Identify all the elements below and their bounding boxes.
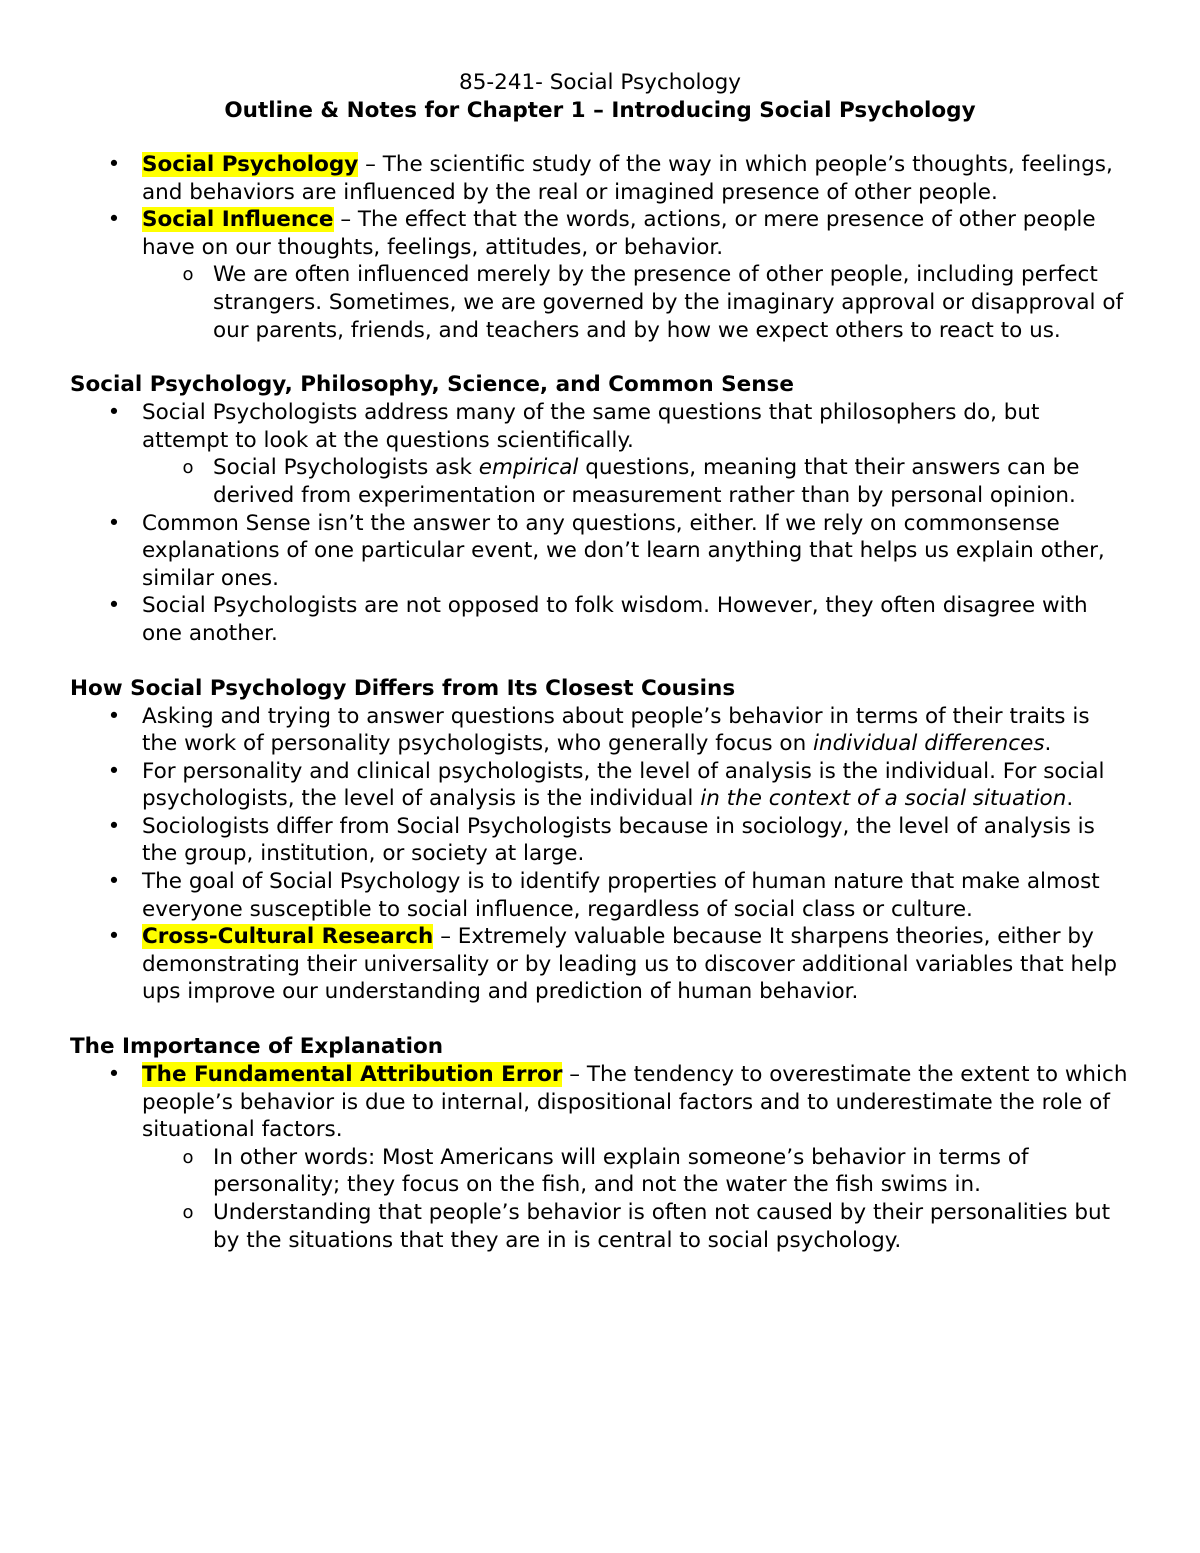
list-item [70, 813, 1130, 868]
list-item [70, 206, 1130, 344]
highlighted-term: The Fundamental Attribution Error [142, 1062, 563, 1088]
sub-item-text: questions, meaning that their answers can be derived from experimentation or measurement rather than by personal opinion. [213, 455, 1080, 508]
section-list [70, 399, 1130, 647]
circle-bullet-icon: o [182, 1202, 194, 1223]
sub-item-text: We are often influenced merely by the presence of other people, including perfect strangers. Sometimes, we are governed by the imaginary approval or disapproval of our parents, friends, and teachers and by how we expect others to react to us. [213, 262, 1124, 343]
section-heading: How Social Psychology Differs from Its Closest Cousins [70, 675, 736, 701]
bullet-icon: • [107, 869, 121, 895]
section-list [70, 703, 1130, 1007]
bullet-icon: • [107, 758, 121, 784]
item-text: Common Sense isn’t the answer to any questions, either. If we rely on commonsense explanations of one particular event, we don’t learn anything that helps us explain other, similar ones. [142, 510, 1105, 591]
list-item [70, 868, 1130, 923]
bullet-icon: • [107, 152, 121, 177]
item-text: The goal of Social Psychology is to identify properties of human nature that make almost everyone susceptible to social influence, regardless of social class or culture. [142, 869, 1100, 922]
list-item [70, 151, 1130, 206]
bullet-icon: • [107, 207, 121, 233]
bullet-icon: • [107, 593, 121, 619]
sub-list [142, 454, 1130, 509]
sub-item-text: Understanding that people’s behavior is often not caused by their personalities but by the situations that they are in is central to social psychology. [213, 1200, 1111, 1253]
sub-item-text: Social Psychologists ask [213, 455, 479, 481]
circle-bullet-icon: o [182, 1146, 194, 1168]
item-text: Social Psychologists address many of the same questions that philosophers do, but attempt to look at the questions scientifically. [142, 400, 1040, 453]
list-item [70, 510, 1130, 593]
emphasis-text: in the context of a social situation [700, 786, 1067, 812]
item-text: For personality and clinical psychologists, the level of analysis is the individual. For social psychologists, the level of analysis is the individual [142, 758, 1105, 812]
bullet-icon: • [107, 924, 121, 950]
list-item [70, 399, 1130, 509]
bullet-icon: • [107, 813, 121, 839]
sub-list-item [142, 1144, 1130, 1199]
highlighted-term: Social Psychology [142, 152, 359, 177]
emphasis-text: individual differences [813, 731, 1045, 757]
bullet-icon: • [107, 400, 121, 426]
section-heading: The Importance of Explanation [70, 1034, 444, 1060]
definition-text: – The effect that the words, actions, or mere presence of other people have on our thoughts, feelings, attitudes, or behavior. [142, 207, 1096, 260]
bullet-icon: • [107, 510, 121, 536]
list-item [70, 923, 1130, 1006]
item-text: Sociologists differ from Social Psychologists because in sociology, the level of analysis is the group, institution, or society at large. [142, 813, 1095, 867]
highlighted-term: Social Influence [142, 207, 334, 233]
list-item [70, 1061, 1130, 1254]
item-text: . [1044, 731, 1052, 757]
sub-list-item [142, 1199, 1130, 1254]
circle-bullet-icon: o [182, 457, 194, 479]
list-item [70, 592, 1130, 647]
definition-text: – The tendency to overestimate the extent to which people’s behavior is due to internal, dispositional factors and to underestimate the role of situational factors. [142, 1062, 1128, 1143]
document-title: Outline & Notes for Chapter 1 – Introducing Social Psychology [224, 98, 976, 123]
sub-list [142, 1144, 1130, 1254]
circle-bullet-icon: o [182, 264, 194, 286]
course-title: 85-241- Social Psychology [459, 70, 741, 95]
sub-item-text: In other words: Most Americans will explain someone’s behavior in terms of personality; they focus on the fish, and not the water the fish swims in. [213, 1144, 1029, 1198]
sub-list-item [142, 261, 1130, 344]
definition-text: – Extremely valuable because It sharpens theories, either by demonstrating their universality or by leading us to discover additional variables that help ups improve our understanding and prediction of human behavior. [142, 924, 1118, 1005]
list-item [70, 703, 1130, 758]
sub-list-item [142, 454, 1130, 509]
bullet-icon: • [107, 703, 121, 729]
definition-text: – The scientific study of the way in which people’s thoughts, feelings, and behaviors are influenced by the real or imagined presence of other people. [142, 152, 1113, 205]
item-text: . [1066, 786, 1074, 812]
item-text: Asking and trying to answer questions about people’s behavior in terms of their traits is the work of personality psychologists, who generally focus on [142, 703, 1090, 757]
bullet-icon: • [107, 1062, 121, 1088]
emphasis-text: empirical [478, 455, 579, 481]
item-text: Social Psychologists are not opposed to folk wisdom. However, they often disagree with one another. [142, 593, 1088, 646]
intro-list [70, 151, 1130, 344]
section-list [70, 1061, 1130, 1254]
highlighted-term: Cross-Cultural Research [142, 924, 434, 950]
sub-list [142, 261, 1130, 344]
list-item [70, 758, 1130, 813]
section-heading: Social Psychology, Philosophy, Science, and Common Sense [70, 372, 794, 398]
